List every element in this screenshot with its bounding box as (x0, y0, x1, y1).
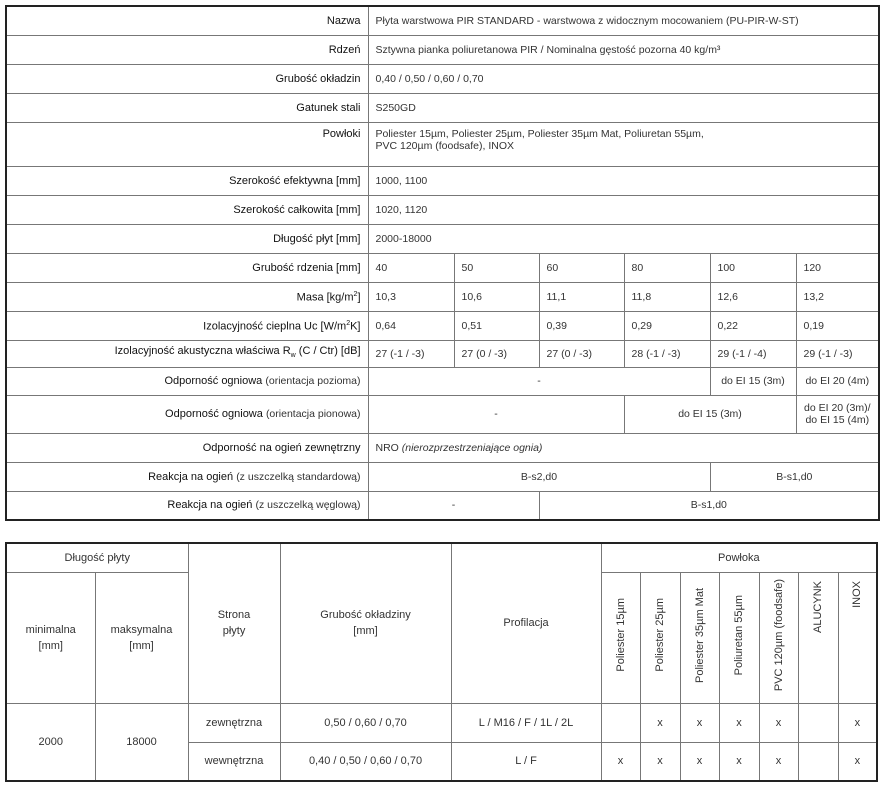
header-maksymalna (95, 572, 188, 703)
coating-label: Poliester 25µm (654, 598, 667, 672)
spec-cell: do EI 15 (3m) (710, 367, 796, 395)
spec-cell: 11,1 (539, 282, 624, 311)
coating-mark: x (680, 742, 719, 781)
spec-cell: 0,51 (454, 311, 539, 340)
spec-value: 1000, 1100 (368, 166, 879, 195)
spec-label (6, 395, 368, 433)
powloki-line-2: PVC 120µm (foodsafe), INOX (375, 139, 515, 152)
spec-cell: 27 (0 / -3) (539, 340, 624, 367)
label-note: (z uszczelką węglową) (255, 499, 361, 512)
header-dlugosc-plyty: Długość płyty (6, 543, 188, 572)
spec-label (6, 311, 368, 340)
spec-label: Nazwa (6, 6, 368, 35)
spec-label (6, 340, 368, 367)
spec-cell: B-s1,d0 (539, 491, 879, 520)
spec-row-grubosc-okladzin (6, 64, 879, 93)
label-text: Reakcja na ogień (167, 499, 253, 512)
label-text: Masa [kg/m (296, 291, 354, 304)
header-coating (640, 572, 680, 703)
spec-cell: 0,64 (368, 311, 454, 340)
spec-row-odp-pion (6, 395, 879, 433)
coating-mark: x (680, 703, 719, 742)
spec-row-reakcja-std (6, 462, 879, 491)
coating-mark: x (640, 703, 680, 742)
powloki-line-1: Poliester 15µm, Poliester 25µm, Poliester 35µm Mat, Poliuretan 55µm, (375, 127, 704, 140)
spec-label: Szerokość efektywna [mm] (6, 166, 368, 195)
spec-row-izol-akust (6, 340, 879, 367)
spec-cell: 40 (368, 253, 454, 282)
coating-mark (601, 703, 640, 742)
value-note: (nierozprzestrzeniające ognia) (401, 441, 543, 454)
header-profilacja: Profilacja (451, 543, 601, 703)
spec-cell: 13,2 (796, 282, 879, 311)
label-text: Odporność ogniowa (164, 375, 263, 387)
order-table (5, 542, 878, 782)
spec-row-odp-zewn (6, 433, 879, 462)
spec-label: Długość płyt [mm] (6, 224, 368, 253)
spec-row-dlugosc (6, 224, 879, 253)
spec-cell: 120 (796, 253, 879, 282)
label-sup: 2 (353, 291, 358, 299)
coating-mark: x (719, 703, 759, 742)
label-sub: w (290, 352, 296, 360)
spec-label: Szerokość całkowita [mm] (6, 195, 368, 224)
coating-mark: x (759, 703, 798, 742)
spec-value: S250GD (368, 93, 879, 122)
spec-value: 1020, 1120 (368, 195, 879, 224)
spec-cell: 10,6 (454, 282, 539, 311)
spec-cell: - (368, 395, 624, 433)
spec-cell: 60 (539, 253, 624, 282)
spec-value (368, 122, 879, 166)
coating-mark: x (640, 742, 680, 781)
spec-row-reakcja-wegl (6, 491, 879, 520)
header-minimalna-unit: [mm] (38, 639, 63, 652)
spec-cell: do EI 15 (3m) (624, 395, 796, 433)
label-sup: 2 (346, 320, 351, 328)
header-grubosc (280, 543, 451, 703)
header-maksymalna-label: maksymalna (110, 623, 173, 636)
header-minimalna-label: minimalna (25, 623, 76, 636)
spec-label (6, 462, 368, 491)
max-length-value: 18000 (95, 703, 188, 781)
spec-row-rdzen (6, 35, 879, 64)
header-grubosc-line-1: Grubość okładziny (320, 609, 411, 622)
spec-label: Powłoki (6, 122, 368, 166)
coating-label: INOX (851, 580, 864, 608)
label-note: (orientacja pozioma) (265, 375, 361, 387)
coating-label: Poliuretan 55µm (733, 594, 746, 676)
label-text: Izolacyjność akustyczna właściwa R (114, 344, 291, 357)
spec-cell: - (368, 491, 539, 520)
spec-label (6, 282, 368, 311)
coating-mark: x (719, 742, 759, 781)
spec-cell: 27 (-1 / -3) (368, 340, 454, 367)
spec-cell: 12,6 (710, 282, 796, 311)
spec-cell: - (368, 367, 710, 395)
spec-cell: 28 (-1 / -3) (624, 340, 710, 367)
spec-cell: B-s1,d0 (710, 462, 879, 491)
order-header-row-1 (6, 543, 877, 572)
label-note: (z uszczelką standardową) (236, 470, 361, 483)
spec-label: Grubość rdzenia [mm] (6, 253, 368, 282)
header-grubosc-line-2: [mm] (353, 625, 378, 638)
header-coating (680, 572, 719, 703)
spec-row-izol-ciepl (6, 311, 879, 340)
grubosc-cell: 0,40 / 0,50 / 0,60 / 0,70 (280, 742, 451, 781)
label-text: K] (350, 320, 361, 333)
coating-mark: x (838, 703, 877, 742)
coating-label: ALUCYNK (812, 580, 825, 633)
spec-cell: 27 (0 / -3) (454, 340, 539, 367)
header-strona-line-2: płyty (222, 625, 246, 638)
spec-row-odp-poz (6, 367, 879, 395)
spec-label (6, 367, 368, 395)
spec-cell: 0,19 (796, 311, 879, 340)
spec-value: Sztywna pianka poliuretanowa PIR / Nominalna gęstość pozorna 40 kg/m³ (368, 35, 879, 64)
coating-label: Poliester 35µm Mat (693, 587, 706, 683)
header-coating (719, 572, 759, 703)
spec-cell: do EI 20 (4m) (796, 367, 879, 395)
header-coating (798, 572, 838, 703)
header-coating (601, 572, 640, 703)
label-text: Reakcja na ogień (148, 470, 234, 483)
spec-row-powloki (6, 122, 879, 166)
spec-label (6, 491, 368, 520)
spec-label: Gatunek stali (6, 93, 368, 122)
spec-label: Odporność na ogień zewnętrzny (6, 433, 368, 462)
label-text: Izolacyjność cieplna Uc [W/m (203, 320, 347, 333)
spec-value: 2000-18000 (368, 224, 879, 253)
value-text: NRO (375, 441, 399, 454)
cell-line-1: do EI 20 (3m)/ (804, 402, 871, 414)
label-text: ] (357, 291, 361, 304)
spec-cell: 0,39 (539, 311, 624, 340)
spec-cell: 0,22 (710, 311, 796, 340)
spec-cell (796, 395, 879, 433)
order-row (6, 703, 877, 742)
spec-row-masa (6, 282, 879, 311)
spec-value (368, 433, 879, 462)
coating-mark (798, 742, 838, 781)
profilacja-cell: L / M16 / F / 1L / 2L (451, 703, 601, 742)
grubosc-cell: 0,50 / 0,60 / 0,70 (280, 703, 451, 742)
spec-value: Płyta warstwowa PIR STANDARD - warstwowa z widocznym mocowaniem (PU-PIR-W-ST) (368, 6, 879, 35)
coating-mark: x (838, 742, 877, 781)
header-coating (838, 572, 877, 703)
spec-label: Grubość okładzin (6, 64, 368, 93)
spec-cell: 29 (-1 / -3) (796, 340, 879, 367)
spec-table (5, 5, 880, 521)
header-strona-line-1: Strona (217, 609, 251, 622)
coating-mark (798, 703, 838, 742)
spec-row-nazwa (6, 6, 879, 35)
cell-line-2: do EI 15 (4m) (805, 414, 870, 426)
label-text: (C / Ctr) [dB] (295, 344, 361, 357)
spec-label: Rdzeń (6, 35, 368, 64)
min-length-value: 2000 (6, 703, 95, 781)
spec-cell: 10,3 (368, 282, 454, 311)
header-coating (759, 572, 798, 703)
label-note: (orientacja pionowa) (265, 408, 361, 420)
spec-cell: 29 (-1 / -4) (710, 340, 796, 367)
header-powloka: Powłoka (601, 543, 877, 572)
spec-row-grubosc-rdzenia (6, 253, 879, 282)
header-strona (188, 543, 280, 703)
header-minimalna (6, 572, 95, 703)
spec-cell: 0,29 (624, 311, 710, 340)
coating-label: PVC 120µm (foodsafe) (772, 578, 785, 692)
spec-cell: 100 (710, 253, 796, 282)
spec-row-gatunek (6, 93, 879, 122)
coating-mark: x (759, 742, 798, 781)
spec-row-szer-efekt (6, 166, 879, 195)
label-text: Odporność ogniowa (165, 408, 263, 420)
spec-cell: 80 (624, 253, 710, 282)
coating-mark: x (601, 742, 640, 781)
strona-cell: wewnętrzna (188, 742, 280, 781)
profilacja-cell: L / F (451, 742, 601, 781)
strona-cell: zewnętrzna (188, 703, 280, 742)
spec-cell: B-s2,d0 (368, 462, 710, 491)
coating-label: Poliester 15µm (614, 598, 627, 672)
header-maksymalna-unit: [mm] (129, 639, 154, 652)
spec-cell: 50 (454, 253, 539, 282)
spec-row-szer-calk (6, 195, 879, 224)
spec-value: 0,40 / 0,50 / 0,60 / 0,70 (368, 64, 879, 93)
spec-cell: 11,8 (624, 282, 710, 311)
